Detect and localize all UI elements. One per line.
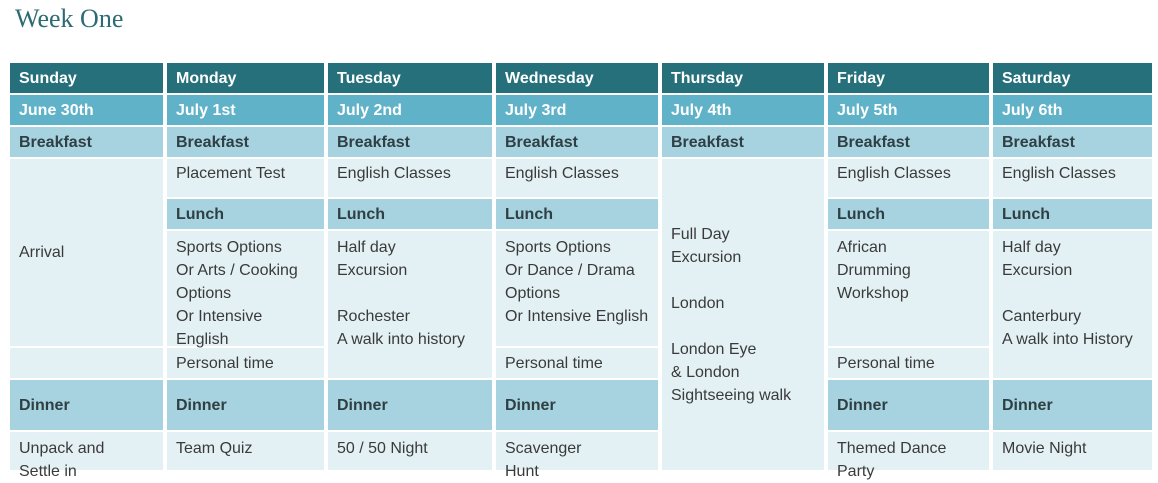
activity-line: Workshop <box>837 285 909 302</box>
morning-friday: English Classes <box>828 159 989 197</box>
personal-sunday-empty <box>10 348 163 378</box>
activity-line: Half day <box>1002 239 1061 256</box>
personal-friday: Personal time <box>828 348 989 378</box>
date-monday: July 1st <box>167 95 324 125</box>
dinner-saturday: Dinner <box>993 380 1152 430</box>
activity-line: Full Day <box>671 225 730 243</box>
day-header-thursday: Thursday <box>662 63 824 93</box>
dinner-sunday: Dinner <box>10 380 163 430</box>
date-sunday: June 30th <box>10 95 163 125</box>
activity-line: Unpack and <box>19 440 105 457</box>
activity-line: African <box>837 239 887 256</box>
activity-line: Hunt <box>505 463 539 480</box>
personal-monday: Personal time <box>167 348 324 378</box>
activity-line: Sports Options <box>505 239 611 256</box>
date-saturday: July 6th <box>993 95 1152 125</box>
personal-wednesday: Personal time <box>496 348 658 378</box>
date-friday: July 5th <box>828 95 989 125</box>
activity-line: Canterbury <box>1002 308 1082 325</box>
activity-line: Scavenger <box>505 440 582 457</box>
dinner-wednesday: Dinner <box>496 380 658 430</box>
activity-text: Arrival <box>19 244 65 261</box>
morning-monday: Placement Test <box>167 159 324 197</box>
activity-line: Options <box>176 285 232 302</box>
activity-line: Party <box>837 463 875 480</box>
day-header-monday: Monday <box>167 63 324 93</box>
day-header-sunday: Sunday <box>10 63 163 93</box>
day-header-friday: Friday <box>828 63 989 93</box>
breakfast-thursday: Breakfast <box>662 127 824 157</box>
day-header-saturday: Saturday <box>993 63 1152 93</box>
activity-thursday-excursion <box>662 159 824 470</box>
activity-line: Drumming <box>837 262 911 279</box>
evening-friday <box>828 432 989 480</box>
activity-line: London <box>671 294 725 312</box>
morning-saturday: English Classes <box>993 159 1152 197</box>
schedule-table <box>10 63 1148 480</box>
activity-line: Or Dance / Drama <box>505 262 635 279</box>
lunch-saturday: Lunch <box>993 199 1152 229</box>
breakfast-friday: Breakfast <box>828 127 989 157</box>
activity-line: A walk into History <box>1002 331 1133 348</box>
breakfast-saturday: Breakfast <box>993 127 1152 157</box>
activity-line: Settle in <box>19 463 77 480</box>
breakfast-wednesday: Breakfast <box>496 127 658 157</box>
page-title: Week One <box>15 4 124 33</box>
activity-line: Rochester <box>337 308 410 325</box>
activity-line: & London <box>671 363 740 381</box>
lunch-monday: Lunch <box>167 199 324 229</box>
afternoon-monday <box>167 231 324 346</box>
lunch-friday: Lunch <box>828 199 989 229</box>
activity-line: Or Intensive English <box>505 308 649 325</box>
day-header-wednesday: Wednesday <box>496 63 658 93</box>
evening-monday: Team Quiz <box>167 432 324 470</box>
activity-line: A walk into history <box>337 331 466 348</box>
activity-line: Or Arts / Cooking <box>176 262 298 279</box>
day-header-tuesday: Tuesday <box>328 63 492 93</box>
afternoon-tuesday <box>328 231 492 378</box>
date-wednesday: July 3rd <box>496 95 658 125</box>
afternoon-friday <box>828 231 989 346</box>
activity-line: Sports Options <box>176 239 282 256</box>
activity-line: Or Intensive English <box>176 308 263 348</box>
evening-wednesday <box>496 432 658 480</box>
activity-line: London Eye <box>671 340 757 358</box>
lunch-tuesday: Lunch <box>328 199 492 229</box>
breakfast-monday: Breakfast <box>167 127 324 157</box>
activity-line: Excursion <box>337 262 408 279</box>
activity-line: Excursion <box>1002 262 1073 279</box>
morning-tuesday: English Classes <box>328 159 492 197</box>
afternoon-saturday <box>993 231 1152 378</box>
activity-line: Themed Dance <box>837 440 947 457</box>
activity-line: Options <box>505 285 561 302</box>
morning-wednesday: English Classes <box>496 159 658 197</box>
activity-line: Half day <box>337 239 396 256</box>
dinner-friday: Dinner <box>828 380 989 430</box>
dinner-monday: Dinner <box>167 380 324 430</box>
activity-sunday-day <box>10 159 163 346</box>
evening-saturday: Movie Night <box>993 432 1152 470</box>
breakfast-tuesday: Breakfast <box>328 127 492 157</box>
afternoon-wednesday <box>496 231 658 346</box>
breakfast-sunday: Breakfast <box>10 127 163 157</box>
evening-tuesday: 50 / 50 Night <box>328 432 492 470</box>
activity-line: Excursion <box>671 248 742 266</box>
activity-line: Sightseeing walk <box>671 386 792 404</box>
evening-sunday <box>10 432 163 480</box>
lunch-wednesday: Lunch <box>496 199 658 229</box>
date-tuesday: July 2nd <box>328 95 492 125</box>
dinner-tuesday: Dinner <box>328 380 492 430</box>
date-thursday: July 4th <box>662 95 824 125</box>
